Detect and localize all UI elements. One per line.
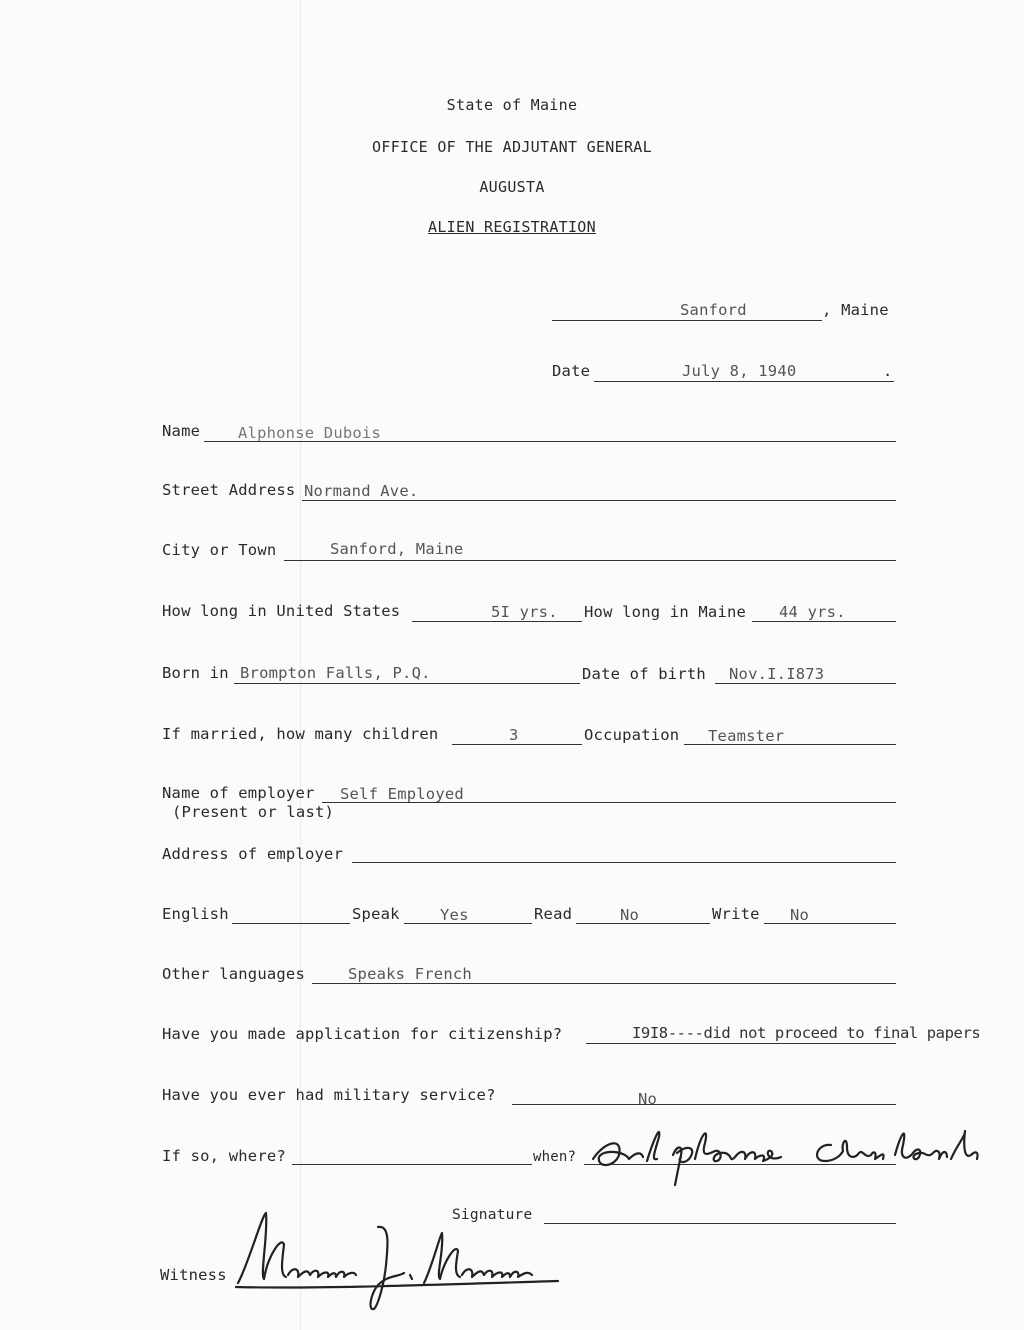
where-label: If so, where? [162, 1147, 286, 1165]
employer-value: Self Employed [340, 785, 464, 803]
dob-line [715, 683, 896, 684]
military-label: Have you ever had military service? [162, 1086, 496, 1104]
signature-label: Signature [452, 1207, 533, 1223]
other-languages-label: Other languages [162, 965, 305, 983]
read-value: No [620, 906, 640, 924]
street-label: Street Address [162, 481, 296, 499]
applicant-signature-text [730, 1180, 742, 1181]
date-line [594, 381, 894, 382]
english-line [232, 923, 350, 924]
city-label: City or Town [162, 541, 277, 559]
speak-line [404, 923, 532, 924]
how-long-maine-line [752, 621, 896, 622]
how-long-us-label: How long in United States [162, 602, 401, 620]
how-long-maine-label: How long in Maine [584, 603, 747, 621]
read-label: Read [534, 905, 573, 923]
employer-address-label: Address of employer [162, 845, 344, 863]
military-line [512, 1104, 896, 1105]
other-languages-value: Speaks French [348, 965, 472, 983]
place-town-value: Sanford [680, 301, 747, 319]
english-label: English [162, 905, 229, 923]
how-long-us-line [412, 621, 582, 622]
born-in-line [234, 683, 580, 684]
children-line [452, 744, 582, 745]
where-line [292, 1164, 532, 1165]
speak-value: Yes [440, 906, 469, 924]
header-state: State of Maine [446, 96, 578, 114]
other-languages-line [312, 983, 896, 984]
street-value: Normand Ave. [304, 482, 419, 500]
employer-sublabel: (Present or last) [172, 803, 335, 821]
place-state: , Maine [822, 301, 889, 319]
children-label: If married, how many children [162, 725, 439, 743]
how-long-us-value: 5I yrs. [491, 603, 558, 621]
occupation-label: Occupation [584, 726, 680, 744]
employer-line [322, 802, 896, 803]
street-line [302, 500, 896, 501]
employer-address-line [352, 862, 896, 863]
name-line [204, 441, 896, 442]
date-value: July 8, 1940 [682, 362, 797, 380]
children-value: 3 [509, 726, 519, 744]
header-city: AUGUSTA [479, 178, 545, 196]
citizenship-label: Have you made application for citizenship? [162, 1025, 563, 1043]
date-end: . [883, 362, 893, 380]
witness-label: Witness [160, 1266, 227, 1284]
witness-signature-text [320, 1300, 334, 1301]
born-in-label: Born in [162, 664, 229, 682]
write-value: No [790, 906, 810, 924]
dob-label: Date of birth [582, 665, 706, 683]
citizenship-value: I9I8----did not proceed to final papers [632, 1024, 981, 1042]
speak-label: Speak [352, 905, 400, 923]
city-value: Sanford, Maine [330, 540, 464, 558]
header-office: OFFICE OF THE ADJUTANT GENERAL [372, 138, 652, 156]
employer-label: Name of employer [162, 784, 315, 802]
city-line [284, 560, 896, 561]
read-line [576, 923, 710, 924]
dob-value: Nov.I.I873 [729, 665, 825, 683]
how-long-maine-value: 44 yrs. [779, 603, 846, 621]
write-label: Write [712, 905, 760, 923]
name-label: Name [162, 422, 201, 440]
applicant-signature [585, 1115, 1015, 1195]
form-title: ALIEN REGISTRATION [428, 218, 596, 236]
name-value: Alphonse Dubois [238, 424, 381, 442]
date-label: Date [552, 362, 591, 380]
signature-line [544, 1223, 896, 1224]
when-label: when? [533, 1149, 577, 1165]
write-line [764, 923, 896, 924]
witness-signature [228, 1205, 568, 1315]
occupation-line [684, 744, 896, 745]
born-in-value: Brompton Falls, P.Q. [240, 664, 431, 682]
citizenship-line [586, 1043, 896, 1044]
place-line [552, 320, 822, 321]
military-value: No [638, 1090, 658, 1108]
occupation-value: Teamster [708, 727, 785, 745]
